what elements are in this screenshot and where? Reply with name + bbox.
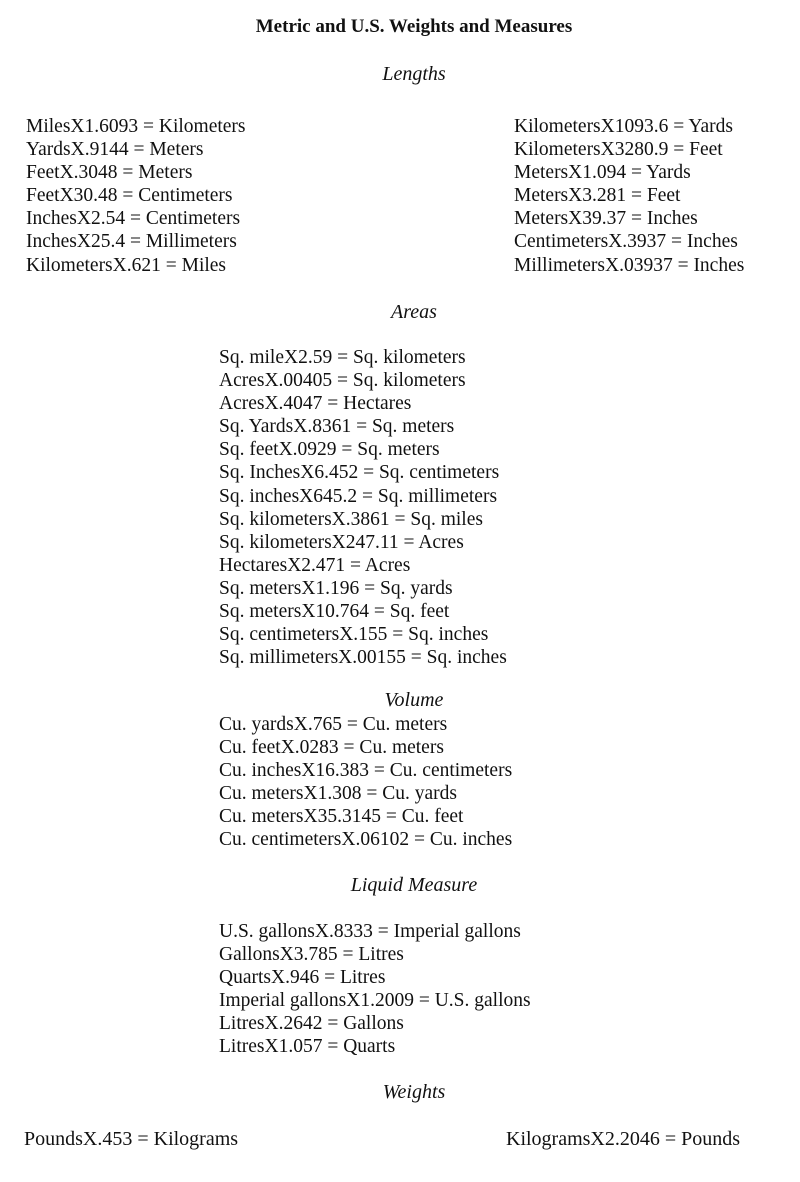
areas-line: Sq. YardsX.8361 = Sq. meters (219, 416, 455, 438)
lengths-right-line: MillimetersX.03937 = Inches (514, 254, 745, 276)
volume-list (219, 713, 512, 852)
liquid-line: LitresX1.057 = Quarts (219, 1036, 396, 1058)
lengths-heading: Lengths (382, 63, 446, 85)
lengths-left-line: InchesX2.54 = Centimeters (26, 208, 241, 230)
areas-line: AcresX.00405 = Sq. kilometers (219, 370, 466, 392)
liquid-line: Imperial gallonsX1.2009 = U.S. gallons (219, 990, 531, 1012)
areas-heading: Areas (391, 301, 437, 323)
lengths-right-line: MetersX1.094 = Yards (514, 162, 691, 184)
areas-line: Sq. kilometersX.3861 = Sq. miles (219, 508, 483, 530)
lengths-right-column (514, 115, 744, 277)
lengths-left-line: KilometersX.621 = Miles (26, 254, 227, 276)
lengths-right-line: KilometersX1093.6 = Yards (514, 116, 733, 137)
liquid-list (219, 920, 531, 1059)
volume-line: Cu. metersX35.3145 = Cu. feet (219, 806, 464, 828)
volume-line: Cu. yardsX.765 = Cu. meters (219, 714, 448, 735)
areas-line: Sq. kilometersX247.11 = Acres (219, 531, 464, 553)
volume-line: Cu. centimetersX.06102 = Cu. inches (219, 829, 513, 851)
lengths-right-line: MetersX3.281 = Feet (514, 185, 681, 207)
lengths-left-line: FeetX30.48 = Centimeters (26, 185, 233, 207)
liquid-heading: Liquid Measure (350, 874, 478, 896)
lengths-left-line: FeetX.3048 = Meters (26, 162, 193, 184)
areas-list (219, 346, 507, 669)
lengths-left-line: MilesX1.6093 = Kilometers (26, 116, 246, 137)
liquid-line: LitresX.2642 = Gallons (219, 1013, 404, 1035)
areas-line: Sq. centimetersX.155 = Sq. inches (219, 624, 489, 646)
lengths-right-line: MetersX39.37 = Inches (514, 208, 698, 230)
areas-line: Sq. InchesX6.452 = Sq. centimeters (219, 462, 500, 484)
areas-line: AcresX.4047 = Hectares (219, 393, 412, 415)
volume-line: Cu. metersX1.308 = Cu. yards (219, 783, 457, 805)
weights-heading: Weights (382, 1081, 446, 1103)
volume-line: Cu. inchesX16.383 = Cu. centimeters (219, 760, 513, 782)
lengths-right-line: KilometersX3280.9 = Feet (514, 139, 723, 161)
volume-line: Cu. feetX.0283 = Cu. meters (219, 737, 444, 759)
areas-line: Sq. feetX.0929 = Sq. meters (219, 439, 440, 461)
areas-line: Sq. metersX1.196 = Sq. yards (219, 577, 453, 599)
liquid-line: GallonsX3.785 = Litres (219, 944, 404, 966)
page-title: Metric and U.S. Weights and Measures (255, 16, 573, 37)
liquid-line: U.S. gallonsX.8333 = Imperial gallons (219, 921, 521, 942)
lengths-left-line: YardsX.9144 = Meters (26, 139, 204, 161)
lengths-left-column (26, 115, 246, 277)
areas-line: Sq. metersX10.764 = Sq. feet (219, 601, 450, 623)
areas-line: Sq. inchesX645.2 = Sq. millimeters (219, 485, 498, 507)
weights-right-line: KilogramsX2.2046 = Pounds (506, 1128, 741, 1150)
lengths-left-line: InchesX25.4 = Millimeters (26, 231, 237, 253)
liquid-line: QuartsX.946 = Litres (219, 967, 386, 989)
weights-left-line: PoundsX.453 = Kilograms (24, 1128, 239, 1150)
areas-line: HectaresX2.471 = Acres (219, 554, 411, 576)
volume-heading: Volume (384, 689, 444, 711)
areas-line: Sq. mileX2.59 = Sq. kilometers (219, 347, 466, 368)
areas-line: Sq. millimetersX.00155 = Sq. inches (219, 647, 507, 669)
lengths-right-line: CentimetersX.3937 = Inches (514, 231, 738, 253)
